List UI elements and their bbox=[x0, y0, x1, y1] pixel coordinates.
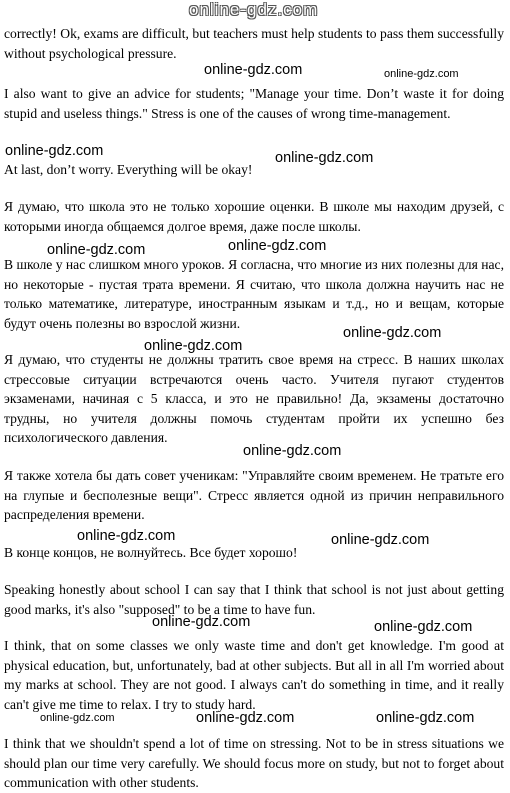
paragraph-6: Я думаю, что студенты не должны тратить свое время на стресс. В наших школах стрессовые ситуации встречаются очень часто. Учителя пугают студентов экзаменами, начиная с 5 класса, и это не правильно! Да, экзамены достаточно трудны, но учителя должны помочь студентам пройти их успешно без психологического давления. bbox=[4, 352, 504, 445]
watermark: online-gdz.com bbox=[5, 143, 104, 159]
paragraph-7: Я также хотела бы дать совет ученикам: "Управляйте своим временем. Не тратьте его на глупые и бесполезные вещи". Стресс является одной из причин неправильного распределения времени. bbox=[4, 468, 504, 522]
watermark: online-gdz.com bbox=[144, 338, 243, 354]
paragraph-8: В конце концов, не волнуйтесь. Все будет хорошо! bbox=[4, 545, 298, 560]
paragraph-3: At last, don’t worry. Everything will be okay! bbox=[4, 162, 253, 177]
paragraph-1: correctly! Ok, exams are difficult, but teachers must help students to pass them successfully without psychological pressure. bbox=[4, 26, 504, 61]
watermark: online-gdz.com bbox=[374, 619, 473, 635]
paragraph-2: I also want to give an advice for students; "Manage your time. Don’t waste it for doing stupid and useless things." Stress is one of the causes of wrong time-management. bbox=[4, 86, 504, 121]
watermark: online-gdz.com bbox=[343, 325, 442, 341]
watermark: online-gdz.com bbox=[376, 710, 475, 726]
paragraph-5: В школе у нас слишком много уроков. Я согласна, что многие из них полезны для нас, но некоторые - пустая трата времени. Я считаю, что школа должна научить нас не только математике, литературе, иностранным языкам и т.д., но и вещам, которые будут очень полезны во взрослой жизни. bbox=[4, 257, 504, 331]
watermark: online-gdz.com bbox=[196, 710, 295, 726]
watermark: online-gdz.com bbox=[275, 150, 374, 166]
watermark: online-gdz.com bbox=[331, 532, 430, 548]
watermark: online-gdz.com bbox=[384, 68, 459, 80]
watermark: online-gdz.com bbox=[243, 443, 342, 459]
watermark: online-gdz.com bbox=[40, 712, 115, 724]
top-watermark: online-gdz.com bbox=[189, 0, 319, 19]
paragraph-9: Speaking honestly about school I can say that I think that school is not just about getting good marks, it's also "supposed" to be a time to have fun. bbox=[4, 582, 504, 617]
paragraph-10: I think, that on some classes we only waste time and don't get knowledge. I'm good at physical education, but, unfortunately, bad at other subjects. But all in all I'm worried about my marks at school. They are not good. I always can't do something in time, and it really can't give me time to relax. I try to study hard. bbox=[4, 638, 504, 712]
watermark: online-gdz.com bbox=[204, 62, 303, 78]
watermark: online-gdz.com bbox=[228, 238, 327, 254]
watermark: online-gdz.com bbox=[47, 242, 146, 258]
watermark: online-gdz.com bbox=[152, 614, 251, 630]
paragraph-4: Я думаю, что школа это не только хорошие оценки. В школе мы находим друзей, с которыми иногда общаемся долгое время, даже после школы. bbox=[4, 199, 504, 234]
watermark: online-gdz.com bbox=[77, 528, 176, 544]
paragraph-11: I think that we shouldn't spend a lot of time on stressing. Not to be in stress situations we should plan our time very carefully. We should focus more on study, but not to forget about communication with other students. bbox=[4, 736, 504, 790]
